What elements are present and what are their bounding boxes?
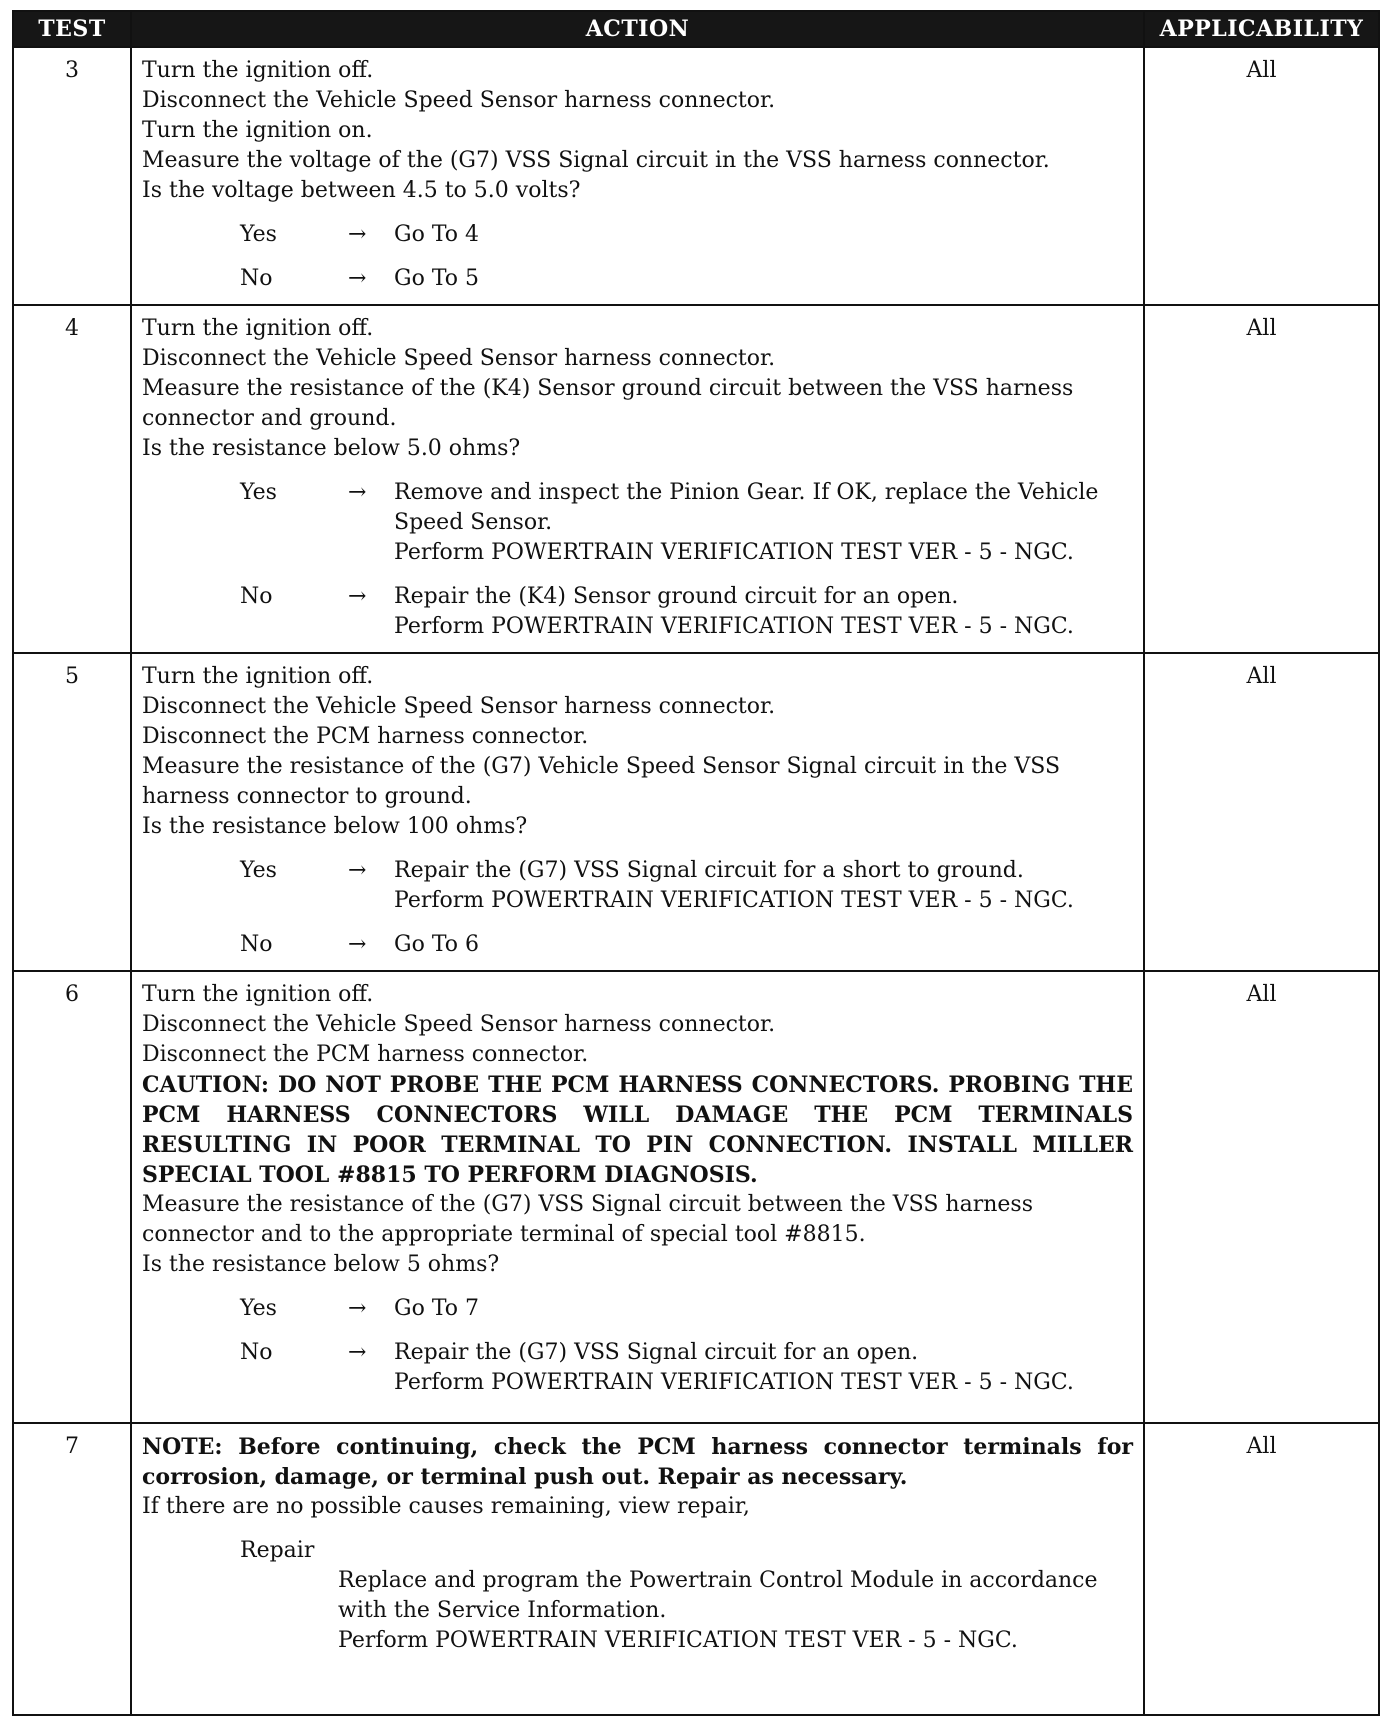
- action-cell: [131, 47, 1144, 305]
- arrow-icon: →: [348, 480, 367, 505]
- action-line: Disconnect the PCM harness connector.: [142, 1042, 589, 1067]
- action-line: Measure the resistance of the (G7) VSS Signal circuit between the VSS harness connector and to the appropriate terminal of special tool #8815.: [142, 1192, 1033, 1247]
- no-label: No: [240, 932, 273, 957]
- yes-result: [394, 1294, 1133, 1324]
- action-cell: [131, 653, 1144, 971]
- test-number: 6: [13, 971, 131, 1423]
- no-label: No: [240, 584, 273, 609]
- no-outcome: [142, 264, 1133, 294]
- result-line: Remove and inspect the Pinion Gear. If OK, replace the Vehicle Speed Sensor.: [394, 480, 1099, 535]
- action-line: Disconnect the Vehicle Speed Sensor harness connector.: [142, 346, 776, 371]
- result-line: Go To 7: [394, 1296, 480, 1321]
- arrow-icon: →: [348, 858, 367, 883]
- header-test: TEST: [13, 11, 131, 47]
- arrow-icon: →: [348, 1340, 367, 1365]
- no-outcome: [142, 930, 1133, 960]
- action-line: Measure the voltage of the (G7) VSS Signal circuit in the VSS harness connector.: [142, 148, 1050, 173]
- no-label: No: [240, 1340, 273, 1365]
- action-line: Turn the ignition off.: [142, 58, 374, 83]
- arrow-icon: →: [348, 932, 367, 957]
- applicability-cell: All: [1144, 47, 1379, 305]
- table-row: [13, 653, 1379, 971]
- arrow-icon: →: [348, 584, 367, 609]
- action-line: Turn the ignition off.: [142, 316, 374, 341]
- action-line: Is the resistance below 5.0 ohms?: [142, 436, 521, 461]
- yes-label: Yes: [240, 1296, 277, 1321]
- repair-line: Replace and program the Powertrain Control Module in accordance with the Service Information.: [338, 1568, 1098, 1623]
- result-line: Repair the (G7) VSS Signal circuit for a short to ground.: [394, 858, 1024, 883]
- action-line: Turn the ignition off.: [142, 982, 374, 1007]
- arrow-icon: →: [348, 1296, 367, 1321]
- yes-label: Yes: [240, 222, 277, 247]
- applicability-cell: All: [1144, 305, 1379, 653]
- action-line: Is the voltage between 4.5 to 5.0 volts?: [142, 178, 581, 203]
- no-result: [394, 582, 1133, 642]
- action-line: Measure the resistance of the (K4) Sensor ground circuit between the VSS harness connector and ground.: [142, 376, 1074, 431]
- no-outcome: [142, 1338, 1133, 1398]
- diagnostic-table: [12, 10, 1380, 1716]
- header-applicability: APPLICABILITY: [1144, 11, 1379, 47]
- action-line: Disconnect the PCM harness connector.: [142, 724, 589, 749]
- arrow-icon: →: [348, 222, 367, 247]
- action-line: Disconnect the Vehicle Speed Sensor harness connector.: [142, 1012, 776, 1037]
- table-row: [13, 971, 1379, 1423]
- repair-line: Perform POWERTRAIN VERIFICATION TEST VER - 5 - NGC.: [338, 1628, 1018, 1653]
- table-row: [13, 1423, 1379, 1715]
- action-line: Is the resistance below 5 ohms?: [142, 1252, 500, 1277]
- result-line: Repair the (G7) VSS Signal circuit for an open.: [394, 1340, 919, 1365]
- table-row: [13, 47, 1379, 305]
- no-outcome: [142, 582, 1133, 642]
- applicability-cell: All: [1144, 1423, 1379, 1715]
- applicability-cell: All: [1144, 653, 1379, 971]
- yes-outcome: [142, 856, 1133, 916]
- applicability-cell: All: [1144, 971, 1379, 1423]
- yes-result: [394, 478, 1133, 568]
- action-line: If there are no possible causes remaining, view repair,: [142, 1494, 750, 1519]
- result-line: Go To 4: [394, 222, 480, 247]
- test-number: 3: [13, 47, 131, 305]
- yes-outcome: [142, 1294, 1133, 1324]
- action-cell: [131, 971, 1144, 1423]
- no-result: [394, 264, 1133, 294]
- no-result: [394, 1338, 1133, 1398]
- no-result: [394, 930, 1133, 960]
- action-line: Disconnect the Vehicle Speed Sensor harness connector.: [142, 694, 776, 719]
- result-line: Perform POWERTRAIN VERIFICATION TEST VER - 5 - NGC.: [394, 540, 1074, 565]
- result-line: Perform POWERTRAIN VERIFICATION TEST VER - 5 - NGC.: [394, 614, 1074, 639]
- no-label: No: [240, 266, 273, 291]
- repair-body: [142, 1566, 1133, 1656]
- test-number: 7: [13, 1423, 131, 1715]
- test-number: 4: [13, 305, 131, 653]
- yes-result: [394, 856, 1133, 916]
- header-action: ACTION: [131, 11, 1144, 47]
- yes-label: Yes: [240, 858, 277, 883]
- yes-outcome: [142, 220, 1133, 250]
- table-header-row: [13, 11, 1379, 47]
- caution-text: CAUTION: DO NOT PROBE THE PCM HARNESS CONNECTORS. PROBING THE PCM HARNESS CONNECTORS WILL DAMAGE THE PCM TERMINALS RESULTING IN POOR TERMINAL TO PIN CONNECTION. INSTALL MILLER SPECIAL TOOL #8815 TO PERFORM DIAGNOSIS.: [142, 1072, 1133, 1188]
- yes-label: Yes: [240, 480, 277, 505]
- action-line: Disconnect the Vehicle Speed Sensor harness connector.: [142, 88, 776, 113]
- action-line: Turn the ignition on.: [142, 118, 373, 143]
- result-line: Perform POWERTRAIN VERIFICATION TEST VER - 5 - NGC.: [394, 1370, 1074, 1395]
- result-line: Go To 6: [394, 932, 480, 957]
- yes-outcome: [142, 478, 1133, 568]
- test-number: 5: [13, 653, 131, 971]
- result-line: Go To 5: [394, 266, 480, 291]
- table-row: [13, 305, 1379, 653]
- action-cell: [131, 1423, 1144, 1715]
- action-line: Measure the resistance of the (G7) Vehicle Speed Sensor Signal circuit in the VSS harness connector to ground.: [142, 754, 1061, 809]
- repair-label: Repair: [240, 1538, 315, 1563]
- arrow-icon: →: [348, 266, 367, 291]
- yes-result: [394, 220, 1133, 250]
- action-cell: [131, 305, 1144, 653]
- result-line: Repair the (K4) Sensor ground circuit for an open.: [394, 584, 959, 609]
- result-line: Perform POWERTRAIN VERIFICATION TEST VER - 5 - NGC.: [394, 888, 1074, 913]
- action-line: Turn the ignition off.: [142, 664, 374, 689]
- action-line: Is the resistance below 100 ohms?: [142, 814, 528, 839]
- note-text: NOTE: Before continuing, check the PCM harness connector terminals for corrosion, damage, or terminal push out. Repair as necessary.: [142, 1434, 1133, 1490]
